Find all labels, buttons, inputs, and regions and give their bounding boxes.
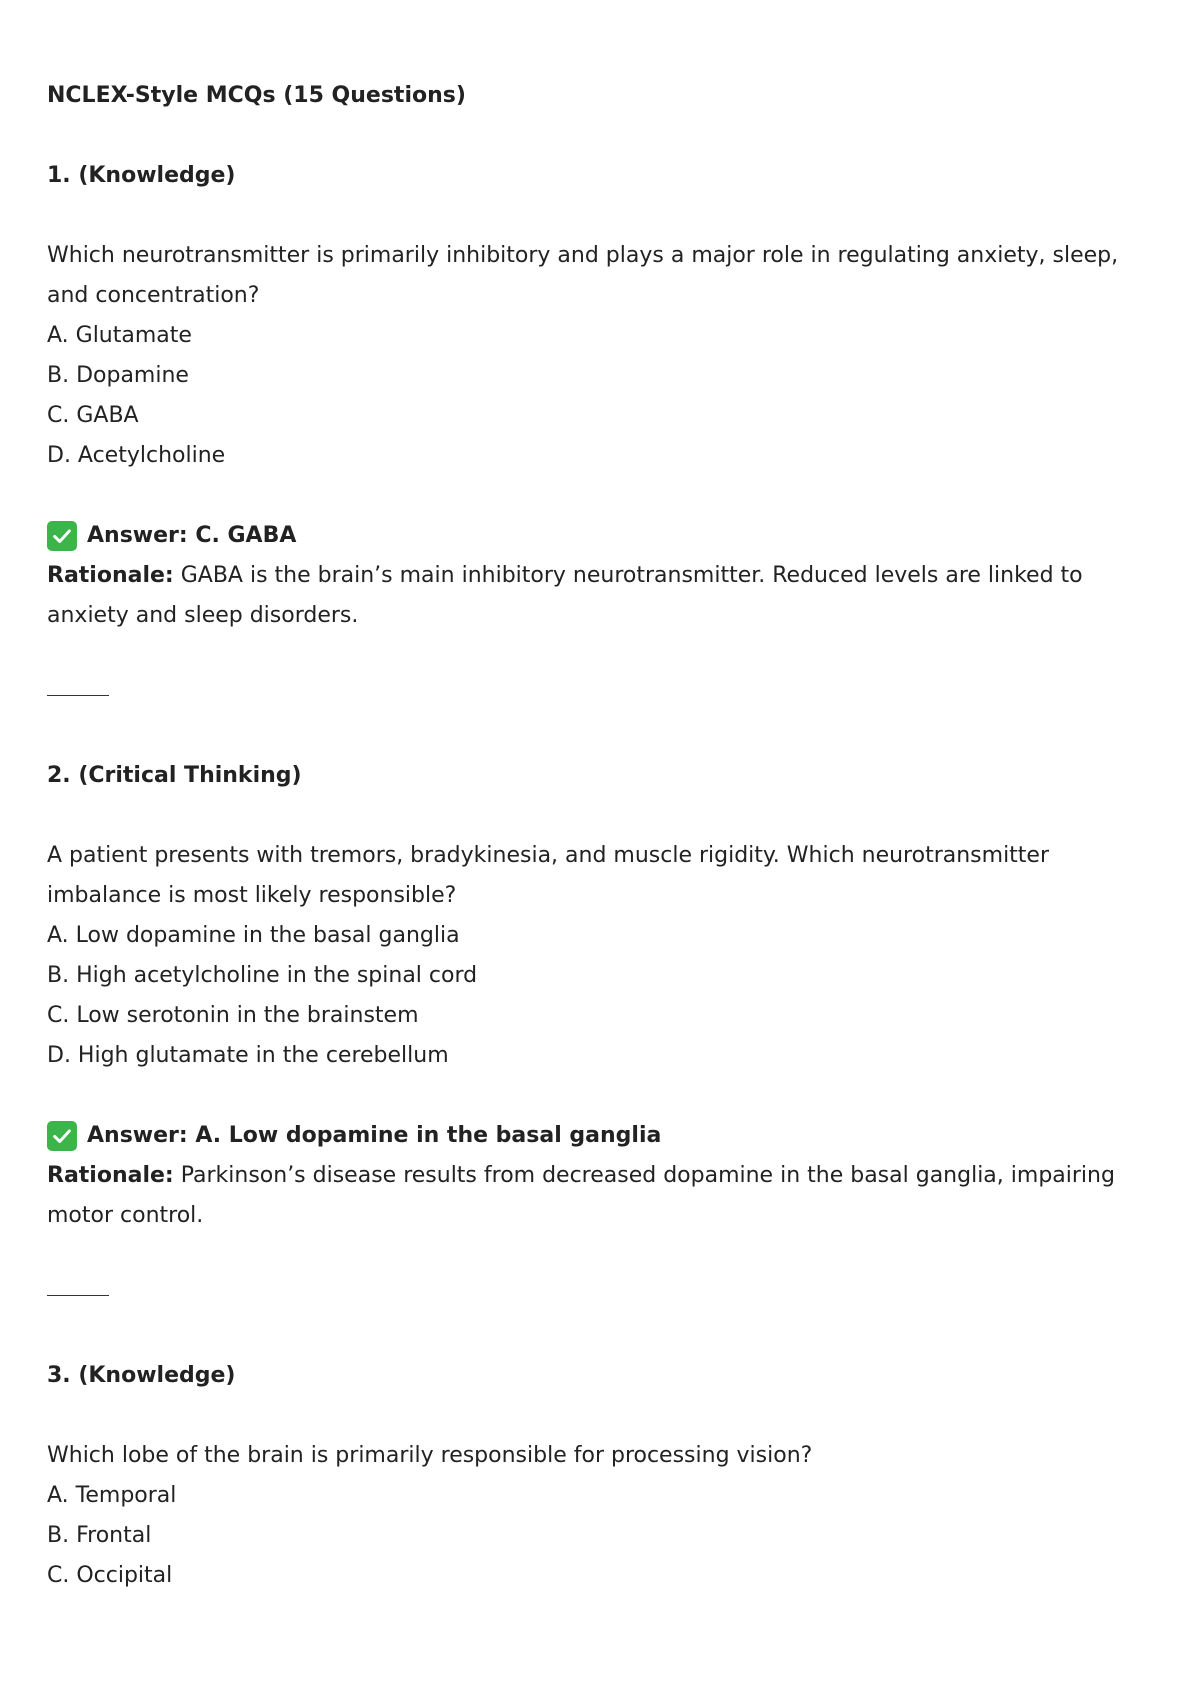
option-a: A. Temporal: [47, 1483, 177, 1508]
answer-text: Answer: A. Low dopamine in the basal ganglia: [87, 1123, 662, 1148]
rationale-text: GABA is the brain’s main inhibitory neurotransmitter. Reduced levels are linked to anxiety and sleep disorders.: [47, 563, 1083, 628]
question-stem: Which neurotransmitter is primarily inhibitory and plays a major role in regulating anxiety, sleep, and concentration?: [47, 243, 1119, 308]
section-divider: [47, 1276, 1153, 1316]
check-mark-icon: [47, 1121, 77, 1151]
option-d: D. Acetylcholine: [47, 443, 226, 468]
divider-line: [47, 695, 109, 696]
option-list: [47, 1476, 1153, 1596]
option-a: A. Glutamate: [47, 323, 192, 348]
answer-line: [47, 1116, 1153, 1156]
answer-line: [47, 516, 1153, 556]
rationale: [47, 556, 1153, 636]
question-heading: 2. (Critical Thinking): [47, 763, 302, 788]
question-stem: Which lobe of the brain is primarily responsible for processing vision?: [47, 1443, 813, 1468]
section-divider: [47, 676, 1153, 716]
option-c: C. GABA: [47, 403, 139, 428]
question-heading: 1. (Knowledge): [47, 163, 236, 188]
option-list: [47, 316, 1153, 476]
option-b: B. Dopamine: [47, 363, 189, 388]
question-stem: A patient presents with tremors, bradykinesia, and muscle rigidity. Which neurotransmitter imbalance is most likely responsible?: [47, 843, 1050, 908]
document-title: NCLEX-Style MCQs (15 Questions): [47, 83, 466, 108]
question-1: [47, 156, 1153, 636]
question-2: [47, 756, 1153, 1236]
option-c: C. Occipital: [47, 1563, 173, 1588]
answer-text: Answer: C. GABA: [87, 523, 297, 548]
option-d: D. High glutamate in the cerebellum: [47, 1043, 449, 1068]
option-c: C. Low serotonin in the brainstem: [47, 1003, 419, 1028]
option-list: [47, 916, 1153, 1076]
rationale-text: Parkinson’s disease results from decreased dopamine in the basal ganglia, impairing motor control.: [47, 1163, 1115, 1228]
rationale: [47, 1156, 1153, 1236]
check-mark-icon: [47, 521, 77, 551]
option-b: B. Frontal: [47, 1523, 152, 1548]
question-heading: 3. (Knowledge): [47, 1363, 236, 1388]
option-a: A. Low dopamine in the basal ganglia: [47, 923, 460, 948]
rationale-label: Rationale:: [47, 1163, 174, 1188]
option-b: B. High acetylcholine in the spinal cord: [47, 963, 478, 988]
rationale-label: Rationale:: [47, 563, 174, 588]
divider-line: [47, 1295, 109, 1296]
question-3: [47, 1356, 1153, 1596]
